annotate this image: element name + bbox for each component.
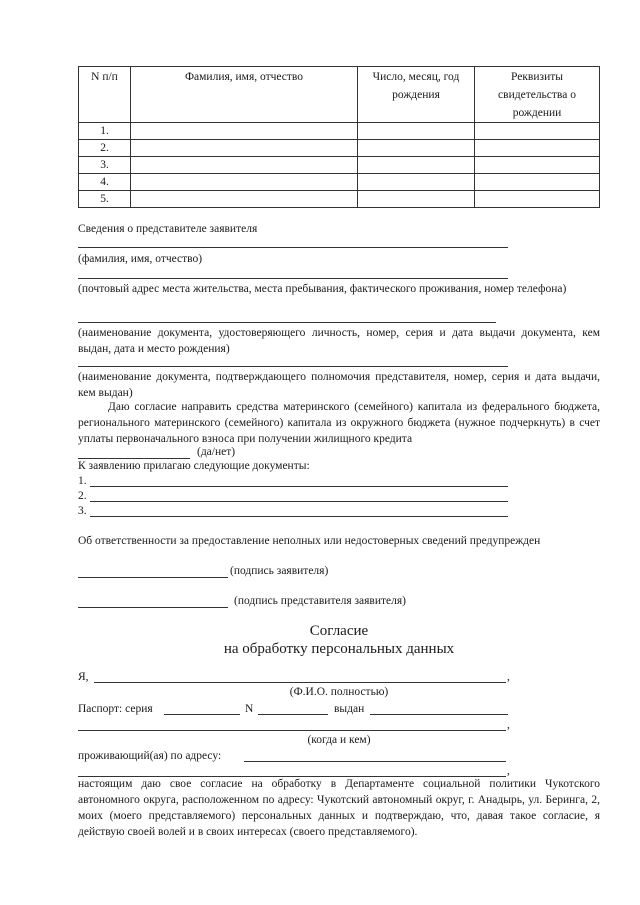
attachment-number: 1.: [78, 475, 87, 487]
col-number-header: N п/п: [79, 67, 131, 123]
table-row: [79, 174, 600, 191]
attachment-number: 2.: [78, 490, 87, 502]
cell-fio[interactable]: [131, 140, 358, 157]
table-row: [79, 191, 600, 208]
cell-birthdate[interactable]: [358, 157, 475, 174]
passport-issued-label: выдан: [334, 703, 365, 715]
col-fio-header: Фамилия, имя, отчество: [131, 67, 358, 123]
passport-issued-line[interactable]: [370, 714, 508, 715]
children-table: [78, 66, 600, 208]
passport-series-label: Паспорт: серия: [78, 703, 153, 715]
attachment-line-2[interactable]: [90, 501, 508, 502]
representative-address-hint: (почтовый адрес места жительства, места пребывания, фактического проживания, номер телефона): [78, 283, 567, 295]
capital-consent-text: Даю согласие направить средства материнского (семейного) капитала из федерального бюджета, регионального материнского (семейного) капитала из окружного бюджета (нужное подчеркнуть) в счет уплаты первоначального взноса при получении жилищного кредита: [78, 401, 600, 445]
attachments-heading: К заявлению прилагаю следующие документы:: [78, 460, 310, 472]
passport-series-line[interactable]: [164, 714, 240, 715]
capital-consent-paragraph: [78, 399, 600, 447]
cell-fio[interactable]: [131, 123, 358, 140]
cell-birthdate[interactable]: [358, 140, 475, 157]
row-number: 1.: [79, 123, 131, 140]
representative-fio-hint: (фамилия, имя, отчество): [78, 253, 203, 265]
row-number: 4.: [79, 174, 131, 191]
col-certificate-header: Реквизиты свидетельства о рождении: [475, 67, 600, 123]
table-row: [79, 140, 600, 157]
cell-certificate[interactable]: [475, 174, 600, 191]
consent-subtitle: на обработку персональных данных: [223, 641, 455, 657]
cell-birthdate[interactable]: [358, 191, 475, 208]
representative-power-doc-line[interactable]: [78, 366, 508, 367]
row-number: 3.: [79, 157, 131, 174]
representative-power-doc-hint: (наименование документа, подтверждающего полномочия представителя, номер, серия и дата выдачи, кем выдан): [78, 371, 600, 399]
attachment-line-3[interactable]: [90, 516, 508, 517]
consent-title: Согласие: [309, 623, 369, 639]
representative-heading: Сведения о представителе заявителя: [78, 223, 258, 235]
representative-id-doc-line[interactable]: [78, 322, 496, 323]
row-number: 5.: [79, 191, 131, 208]
representative-address-line[interactable]: [78, 278, 508, 279]
cell-certificate[interactable]: [475, 140, 600, 157]
cell-certificate[interactable]: [475, 123, 600, 140]
yes-no-hint: (да/нет): [197, 446, 236, 458]
cell-birthdate[interactable]: [358, 174, 475, 191]
applicant-signature-line[interactable]: [78, 577, 228, 578]
comma: ,: [507, 719, 510, 731]
representative-fio-line[interactable]: [78, 247, 508, 248]
passport-number-label: N: [245, 703, 254, 715]
responsibility-statement: Об ответственности за предоставление неполных или недостоверных сведений предупрежден: [78, 535, 541, 547]
cell-fio[interactable]: [131, 174, 358, 191]
cell-certificate[interactable]: [475, 191, 600, 208]
col-birthdate-header: Число, месяц, год рождения: [358, 67, 475, 123]
consent-fio-line[interactable]: [94, 682, 506, 683]
representative-id-doc-hint: (наименование документа, удостоверяющего личность, номер, серия и дата выдачи документа, кем выдан, дата и место рождения): [78, 327, 600, 355]
cell-birthdate[interactable]: [358, 123, 475, 140]
residing-label: проживающий(ая) по адресу:: [78, 750, 222, 762]
table-row: [79, 157, 600, 174]
cell-certificate[interactable]: [475, 157, 600, 174]
table-row: [79, 123, 600, 140]
cell-fio[interactable]: [131, 191, 358, 208]
i-label: Я,: [78, 671, 89, 683]
consent-body-text: настоящим даю свое согласие на обработку в Департаменте социальной политики Чукотского автономного округа, расположенном по адресу: Чукотский автономный округ, г. Анадырь, ул. Беринга, 2, моих (моего представляемого) персональных данных и подтверждаю, что, давая такое согласие, я действую своей волей и в своих интересах (своего представляемого).: [78, 778, 600, 838]
passport-number-line[interactable]: [258, 714, 328, 715]
consent-fio-hint: (Ф.И.О. полностью): [289, 686, 389, 698]
residing-address-line[interactable]: [244, 761, 506, 762]
representative-signature-line[interactable]: [78, 607, 228, 608]
attachment-line-1[interactable]: [90, 486, 508, 487]
applicant-signature-hint: (подпись заявителя): [230, 565, 329, 577]
comma: ,: [507, 765, 510, 777]
attachment-number: 3.: [78, 505, 87, 517]
cell-fio[interactable]: [131, 157, 358, 174]
comma: ,: [507, 671, 510, 683]
row-number: 2.: [79, 140, 131, 157]
passport-issued-continuation-line[interactable]: [78, 730, 506, 731]
when-whom-hint: (когда и кем): [307, 734, 371, 746]
table-header-row: [79, 67, 600, 123]
representative-signature-hint: (подпись представителя заявителя): [234, 595, 406, 607]
